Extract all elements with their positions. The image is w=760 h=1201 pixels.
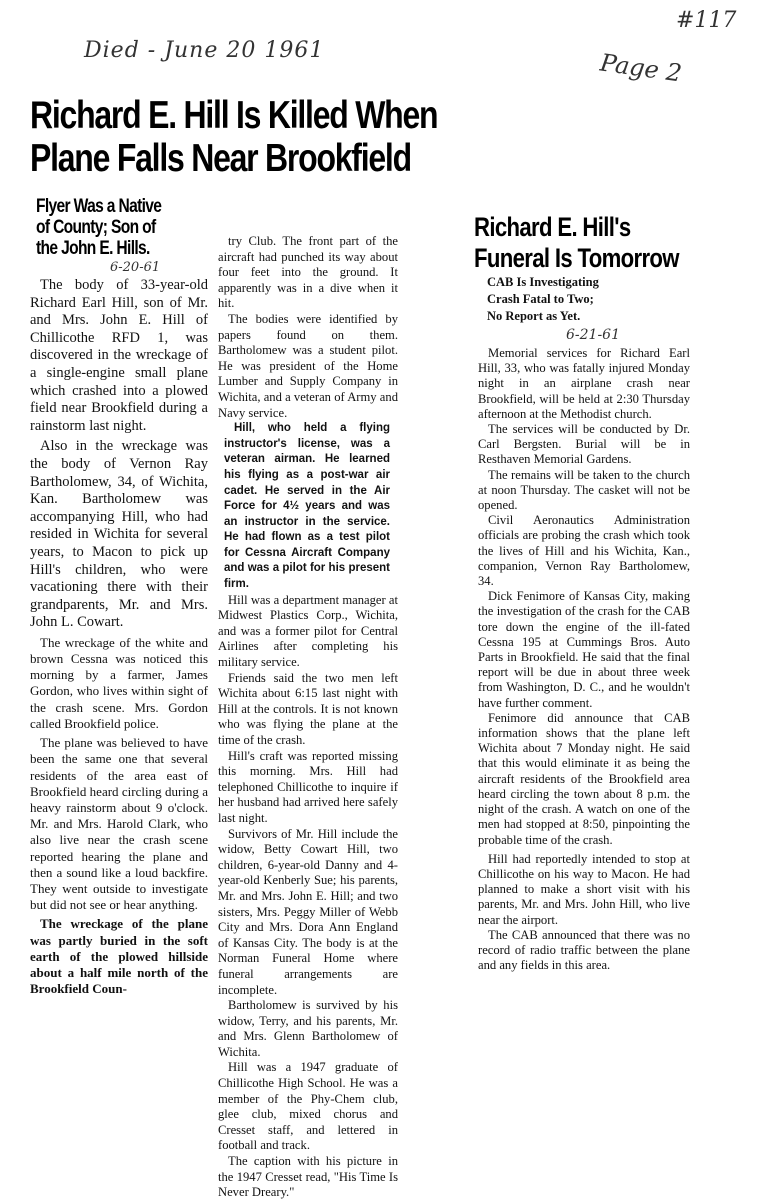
paragraph: Fenimore did announce that CAB information shows that the plane left Wichita about 7 Monday night. He said that this would eliminate it as being the aircraft residents of the Brookfield area heard circling the town about 8 p.m. the night of the crash. A watch on one of the men had stopped at 8:50, pinpointing the probable time of the crash.	[478, 710, 690, 847]
handwritten-death-date: Died - June 20 1961	[84, 38, 325, 63]
paragraph: The body of 33-year-old Richard Earl Hill, son of Mr. and Mrs. John E. Hill of Chillicothe RFD 1, was discovered in the wreckage of a single-engine small plane which crashed into a plowed field near Brookfield during a rainstorm last night.	[30, 277, 208, 434]
paragraph: Hill was a 1947 graduate of Chillicothe High School. He was a member of the Phy-Chem club, glee club, mixed chorus and Cresset staff, and lettered in football and track.	[218, 1060, 398, 1153]
article1-column-2	[218, 234, 398, 1201]
paragraph: The bodies were identified by papers found on them. Bartholomew was a student pilot. He was president of the Home Lumber and Supply Company in Wichita, and a veteran of Army and Navy service.	[218, 311, 398, 420]
paragraph: The plane was believed to have been the same one that several residents of the area east of Brookfield heard circling during a heavy rainstorm about 9 o'clock. Mr. and Mrs. Harold Clark, who also live near the crash scene reported hearing the plane and then a sound like a loud backfire. They went outside to investigate but did not see or hear anything.	[30, 735, 208, 913]
paragraph: The CAB announced that there was no record of radio traffic between the plane and any fields in this area.	[478, 927, 690, 973]
handwritten-date-1: 6-20-61	[110, 260, 161, 275]
subhead-line: CAB Is Investigating	[487, 275, 599, 289]
article1-column-1	[30, 277, 208, 1000]
paragraph: Civil Aeronautics Administration officials are probing the crash which took the lives of Hill and his Wichita, Kan., companion, Vernon Ray Bartholomew, 34.	[478, 513, 690, 589]
subhead-line: the John E. Hills.	[36, 238, 150, 259]
article1-headline	[30, 94, 437, 180]
headline-line: Richard E. Hill Is Killed When	[30, 94, 438, 137]
article2-headline	[474, 212, 679, 274]
paragraph: The remains will be taken to the church at noon Thursday. The casket will not be opened.	[478, 467, 690, 513]
paragraph: try Club. The front part of the aircraft had punched its way about four feet into the ground. It apparently was in a dive when it hit.	[218, 234, 398, 311]
paragraph: Memorial services for Richard Earl Hill, 33, who was fatally injured Monday night in an airplane crash near Brookfield, will be held at 2:30 Thursday afternoon at the Methodist church.	[478, 346, 690, 421]
paragraph: Survivors of Mr. Hill include the widow, Betty Cowart Hill, two children, 6-year-old Danny and 4-year-old Kenberly Sue; his parents, Mr. and Mrs. John E. Hill; and two sisters, Mrs. Peggy Miller of Webb City and Mrs. Dora Ann England of Kansas City. The body is at the Norman Funeral Home where funeral arrangements are incomplete.	[218, 826, 398, 997]
paragraph: The caption with his picture in the 1947 Cresset read, "His Time Is Never Dreary."	[218, 1154, 398, 1200]
paragraph: Hill had reportedly intended to stop at Chillicothe on his way to Macon. He had planned to make a short visit with his parents, Mr. and Mrs. John Hill, who live near the airport.	[478, 851, 690, 927]
paragraph: The services will be conducted by Dr. Carl Bergsten. Burial will be in Resthaven Memorial Gardens.	[478, 422, 690, 467]
handwritten-page-number: Page 2	[598, 48, 684, 88]
paragraph: Hill was a department manager at Midwest Plastics Corp., Wichita, and was a former pilot for Central Airlines after completing his military service.	[218, 592, 398, 670]
subhead-line: No Report as Yet.	[487, 309, 581, 323]
article1-subhead	[36, 196, 161, 259]
paragraph: Hill's craft was reported missing this morning. Mrs. Hill had telephoned Chillicothe to inquire if her husband had arrived here safely last night.	[218, 748, 398, 825]
paragraph: The wreckage of the white and brown Cessna was noticed this morning by a farmer, James Gordon, who lives within sight of the crash scene. Mrs. Gordon called Brookfield police.	[30, 634, 208, 731]
handwritten-date-2: 6-21-61	[566, 327, 620, 343]
paragraph: Also in the wreckage was the body of Vernon Ray Bartholomew, 34, of Wichita, Kan. Bartholomew was accompanying Hill, who had resided in Wichita for several years, to Macon to pick up Hill's children, who were vacationing there with their grandparents, Mr. and Mrs. John L. Cowart.	[30, 438, 208, 631]
paragraph: Bartholomew is survived by his widow, Terry, and his parents, Mr. and Mrs. Glenn Bartholomew of Wichita.	[218, 998, 398, 1059]
subhead-line: Crash Fatal to Two;	[487, 292, 594, 306]
paragraph: Hill, who held a flying instructor's license, was a veteran airman. He learned his flying as a post-war air cadet. He served in the Air Force for 4½ years and was an instructor in the service. He had flown as a test pilot for Cessna Aircraft Company and was a pilot for his present firm.	[224, 422, 390, 591]
paragraph: The wreckage of the plane was partly buried in the soft earth of the plowed hillside about a half mile north of the Brookfield Coun-	[30, 916, 208, 997]
subhead-line: Flyer Was a Native	[36, 196, 162, 217]
paragraph: Dick Fenimore of Kansas City, making the investigation of the crash for the CAB tore down the engine of the ill-fated Cessna 195 at Cummings Bros. Auto Parts in Brookfield. He said that the final report will be due in about three week from Washington, D. C., and he wouldn't have further comment.	[478, 589, 690, 710]
article2-body	[478, 346, 690, 973]
article2-subhead	[487, 274, 599, 325]
paragraph: Friends said the two men left Wichita about 6:15 last night with Hill at the controls. It is not known who was flying the plane at the time of the crash.	[218, 670, 398, 747]
handwritten-file-number: #117	[676, 8, 737, 33]
headline-line: Funeral Is Tomorrow	[474, 243, 679, 273]
subhead-line: of County; Son of	[36, 217, 156, 238]
headline-line: Plane Falls Near Brookfield	[30, 137, 411, 180]
headline-line: Richard E. Hill's	[474, 212, 631, 242]
